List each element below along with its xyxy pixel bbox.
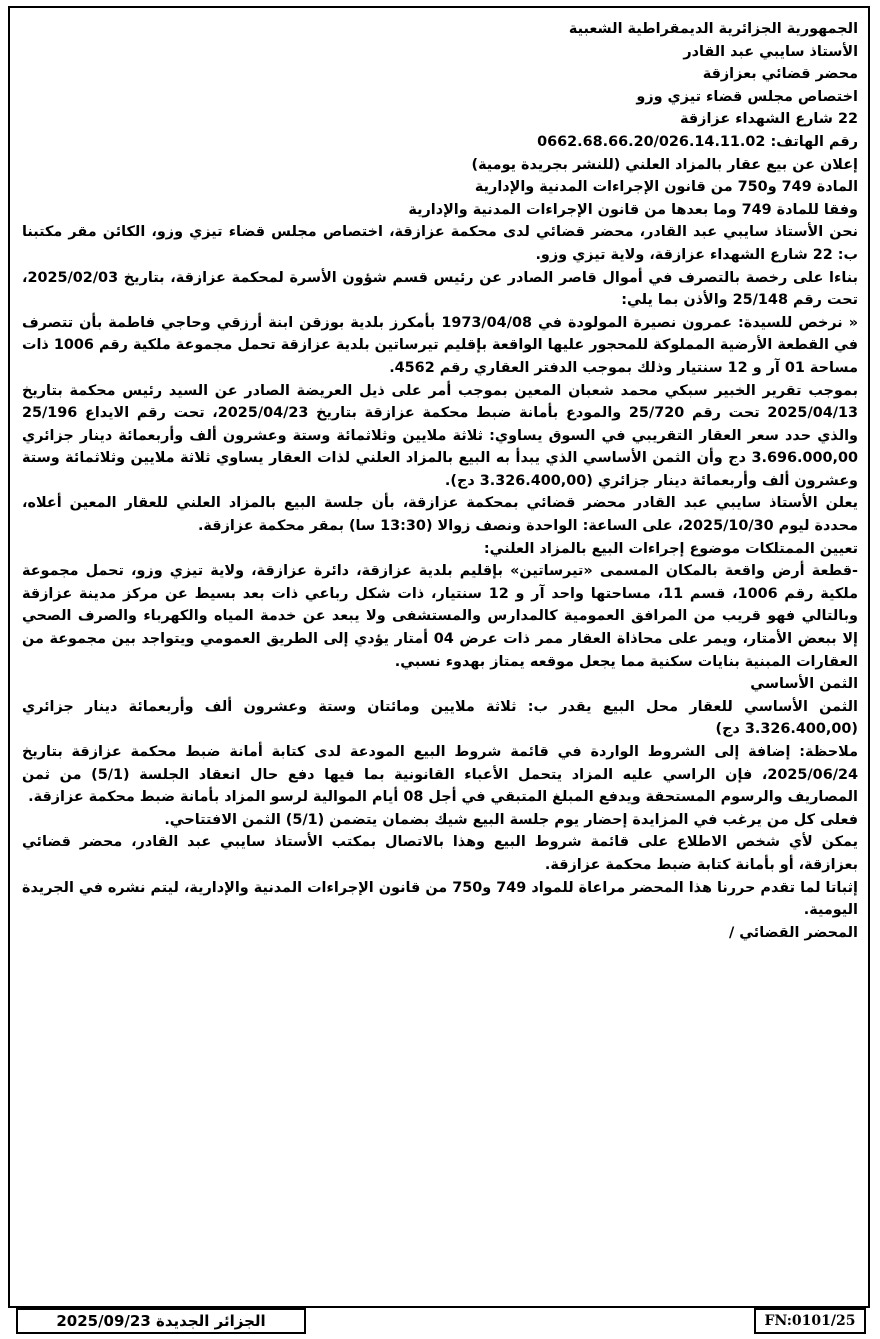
paragraph: المحضر القضائي / [728, 924, 858, 941]
paragraph: الثمن الأساسي [750, 676, 858, 693]
header-line: رقم الهاتف: 0662.68.66.20/026.14.11.02 [537, 133, 858, 150]
paragraph: ملاحظة: إضافة إلى الشروط الواردة في قائمة شروط البيع المودعة لدى كتابة أمانة ضبط محكمة عزازقة بتاريخ 2025/06/24، فإن الراسي عليه المزاد يتحمل الأعباء القانونية بما فيها دفع حال انعقاد الجلسة (5/1) من ثمن المصاريف والرسوم المستحقة ويدفع المبلغ المتبقي في أجل 08 أيام الموالية لرسو المزاد بأمانة ضبط محكمة عزازقة. [22, 744, 858, 806]
header-line: وفقا للمادة 749 وما بعدها من قانون الإجراءات المدنية والإدارية [408, 201, 858, 218]
header-line: إعلان عن بيع عقار بالمزاد العلني (للنشر بجريدة يومية) [471, 156, 858, 173]
paragraph: نحن الأستاذ سايبي عبد القادر، محضر قضائي لدى محكمة عزازقة، اختصاص مجلس قضاء تيزي وزو، الكائن مقر مكتبنا ب: 22 شارع الشهداء عزازقة، ولاية تيزي وزو. [22, 224, 858, 263]
header-line: محضر قضائي بعزازقة [702, 66, 858, 83]
paragraph: بناءا على رخصة بالتصرف في أموال قاصر الصادر عن رئيس قسم شؤون الأسرة لمحكمة عزازقة، بتاريخ 2025/02/03، تحت رقم 25/148 والأذن بما يلي: [22, 269, 858, 309]
newspaper-date-box: الجزائر الجديدة 2025/09/23 [16, 1308, 306, 1334]
paragraph: يعلن الأستاذ سايبي عبد القادر محضر قضائي بمحكمة عزازقة، بأن جلسة البيع بالمزاد العلني للعقار المعين أعلاه، محددة ليوم 2025/10/30، على الساعة: الواحدة ونصف زوالا (13:30 سا) بمقر محكمة عزازقة. [22, 495, 858, 535]
paragraph: الثمن الأساسي للعقار محل البيع يقدر ب: ثلاثة ملايين ومائتان وستة وعشرون ألف وأربعمائة دينار جزائري (3.326.400,00 دج) [22, 698, 858, 738]
notice-text [22, 18, 858, 944]
paragraph: بموجب تقرير الخبير سبكي محمد شعبان المعين بموجب أمر على ذيل العريضة الصادر عن السيد رئيس محكمة بتاريخ 2025/04/13 تحت رقم 25/720 والمودع بأمانة ضبط محكمة عزازقة بتاريخ 2025/04/23، تحت رقم الايداع 25/196 والذي حدد سعر العقار التقريبي في السوق يساوي: ثلاثة ملايين وثلاثمائة وستة وعشرون ألف وأربعمائة دينار جزائري 3.696.000,00 دج وأن الثمن الأساسي الذي يبدأ به البيع بالمزاد العلني لذات العقار يساوي ثلاثة ملايين وثلاثمائة وستة وعشرون ألف وأربعمائة دينار جزائري (3.326.400,00 دج). [22, 382, 859, 489]
file-number-box: FN:0101/25 [754, 1308, 866, 1334]
paragraph: « نرخص للسيدة: عمرون نصيرة المولودة في 1973/04/08 بأمكرز بلدية بوزقن ابنة أرزقي وحاجي فاطمة بأن تتصرف في القطعة الأرضية المملوكة للمحجور عليها الواقعة بإقليم تيرساتين بلدية عزازقة تحمل مجموعة ملكية رقم 1006 ذات مساحة 01 آر و 12 سنتيار وذلك بموجب الدفتر العقاري رقم 4562. [22, 314, 858, 376]
paragraph: -قطعة أرض واقعة بالمكان المسمى «تيرساتين» بإقليم بلدية عزازقة، دائرة عزازقة، ولاية تيزي وزو، تحمل مجموعة ملكية رقم 1006، قسم 11، مساحتها واحد آر و 12 سنتيار، ذات شكل رباعي ذات بعد بسيط عن مركز مدينة عزازقة وبالتالي فهو قريب من المرافق العمومية كالمدارس والمستشفى ولا يبعد عن خدمة المياه والكهرباء والصرف الصحي إلا ببعض الأمتار، ويمر على محاذاة العقار ممر ذات عرض 04 أمتار يؤدي إلى الطريق العمومي ويتواجد بين مجموعة من العقارات المبنية بنايات سكنية مما يجعل موقعه يمتاز بهدوء نسبي. [22, 563, 858, 670]
header-line: الجمهورية الجزائرية الديمقراطية الشعبية [568, 21, 858, 37]
header-line: 22 شارع الشهداء عزازقة [680, 111, 858, 128]
paragraph: تعيين الممتلكات موضوع إجراءات البيع بالمزاد العلني: [483, 540, 858, 557]
paragraph: إثباتا لما تقدم حررنا هذا المحضر مراعاة للمواد 749 و750 من قانون الإجراءات المدنية والإدارية، ليتم نشره في الجريدة اليومية. [22, 879, 858, 919]
header-line: اختصاص مجلس قضاء تيزي وزو [636, 88, 858, 105]
header-line: الأستاذ سايبي عبد القادر [683, 43, 858, 60]
paragraph: فعلى كل من يرغب في المزايدة إحضار يوم جلسة البيع شيك بضمان يتضمن (5/1) الثمن الافتتاحي. [164, 811, 858, 828]
paragraph: يمكن لأي شخص الاطلاع على قائمة شروط البيع وهذا بالاتصال بمكتب الأستاذ سايبي عبد القادر، محضر قضائي بعزازقة، أو بأمانة كتابة ضبط محكمة عزازقة. [22, 834, 858, 873]
header-line: المادة 749 و750 من قانون الإجراءات المدنية والإدارية [474, 179, 858, 196]
